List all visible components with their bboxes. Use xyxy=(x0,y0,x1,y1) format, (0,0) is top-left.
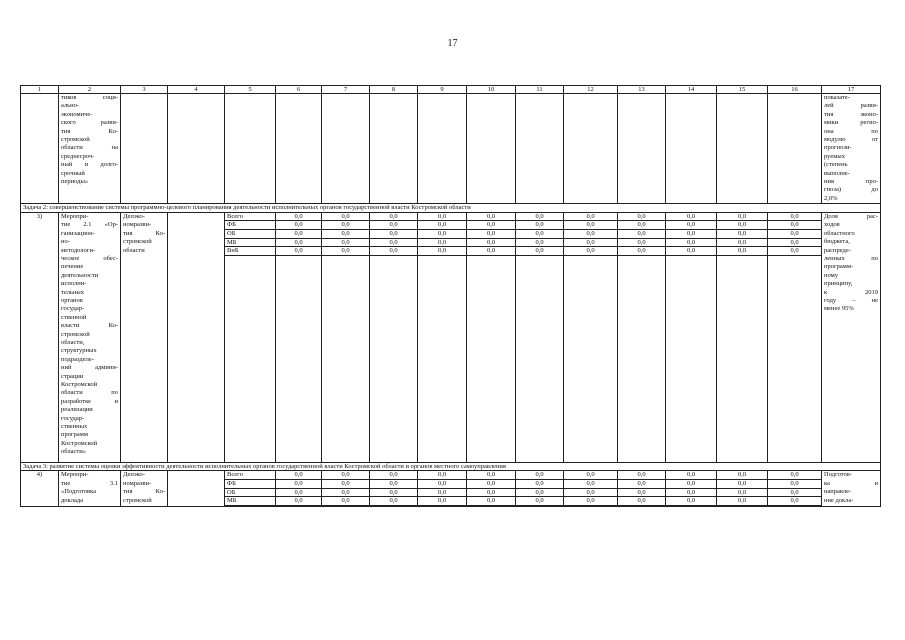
text-line: к 2019 xyxy=(824,288,878,296)
executor-cell xyxy=(121,471,168,506)
value-cell: 0,0 xyxy=(768,238,822,247)
text-line: прогнози- xyxy=(824,144,852,152)
value-cell: 0,0 xyxy=(618,230,666,239)
funding-source-cell: ОБ xyxy=(225,488,276,497)
empty-cell xyxy=(322,255,370,462)
value-cell: 0,0 xyxy=(717,247,768,256)
text-line: Депэко- xyxy=(123,212,145,220)
empty-cell xyxy=(666,505,717,506)
value-cell: 0,0 xyxy=(666,488,717,497)
value-cell: 0,0 xyxy=(418,480,467,489)
value-cell: 0,0 xyxy=(618,480,666,489)
value-cell: 0,0 xyxy=(768,212,822,221)
column-header-cell: 7 xyxy=(322,86,370,94)
value-cell: 0,0 xyxy=(618,471,666,480)
value-cell: 0,0 xyxy=(370,212,418,221)
funding-source-cell: ФБ xyxy=(225,221,276,230)
text-line: ния про- xyxy=(824,178,878,186)
text-line: области, xyxy=(61,338,85,346)
column-header-cell: 1 xyxy=(21,86,59,94)
column-header-cell: 13 xyxy=(618,86,666,94)
text-line: ганизацион- xyxy=(61,229,95,237)
text-line: номразви- xyxy=(123,221,152,229)
value-cell: 0,0 xyxy=(666,497,717,506)
column-header-cell: 8 xyxy=(370,86,418,94)
value-cell: 0,0 xyxy=(516,247,564,256)
value-cell: 0,0 xyxy=(322,238,370,247)
value-cell: 0,0 xyxy=(276,212,322,221)
value-cell: 0,0 xyxy=(516,488,564,497)
text-line: среднесроч- xyxy=(61,152,95,160)
task-3-heading: Задача 3: развитие системы оценки эффективности деятельности исполнительных органов государственной власти Костромской области и органов местного самоуправления xyxy=(21,462,881,471)
text-line: тия Ко- xyxy=(61,127,118,135)
column-header-cell: 2 xyxy=(59,86,121,94)
header-row xyxy=(21,86,881,94)
text-line: ходов xyxy=(824,221,840,229)
value-cell: 0,0 xyxy=(418,247,467,256)
text-line: экономиче- xyxy=(61,110,93,118)
value-cell: 0,0 xyxy=(717,497,768,506)
column-header-cell: 16 xyxy=(768,86,822,94)
value-cell: 0,0 xyxy=(768,497,822,506)
row-number-cell: 3) xyxy=(21,212,59,462)
empty-cell xyxy=(276,255,322,462)
task-row xyxy=(21,204,881,213)
text-line: она по xyxy=(824,127,878,135)
value-cell: 0,0 xyxy=(322,471,370,480)
column-header-cell: 17 xyxy=(822,86,881,94)
text-line: реализации xyxy=(61,406,93,414)
value-cell: 0,0 xyxy=(467,212,516,221)
value-cell: 0,0 xyxy=(717,221,768,230)
text-line: ному xyxy=(824,271,838,279)
value-cell: 0,0 xyxy=(717,212,768,221)
column-header-cell: 5 xyxy=(225,86,276,94)
empty-cell xyxy=(168,212,225,462)
value-cell: 0,0 xyxy=(768,221,822,230)
text-line: направле- xyxy=(824,488,852,496)
value-cell: 0,0 xyxy=(666,471,717,480)
text-line: тия эконо- xyxy=(824,110,878,118)
text-line: печение xyxy=(61,263,84,271)
text-line: модулю от xyxy=(824,136,878,144)
column-header-cell: 14 xyxy=(666,86,717,94)
empty-cell xyxy=(717,255,768,462)
measure-name-cell xyxy=(59,212,121,462)
text-line: деятельности xyxy=(61,271,99,279)
value-cell: 0,0 xyxy=(768,488,822,497)
column-header-cell: 10 xyxy=(467,86,516,94)
value-cell: 0,0 xyxy=(322,247,370,256)
text-line: номразви- xyxy=(123,479,152,487)
value-cell: 0,0 xyxy=(322,480,370,489)
text-line: структурных xyxy=(61,347,97,355)
funding-source-cell: ФБ xyxy=(225,480,276,489)
text-line: власти Ко- xyxy=(61,322,118,330)
value-cell: 0,0 xyxy=(564,488,618,497)
budget-table xyxy=(20,85,881,507)
value-cell: 0,0 xyxy=(370,480,418,489)
column-header-cell: 6 xyxy=(276,86,322,94)
value-cell: 0,0 xyxy=(516,230,564,239)
text-line: ческое обес- xyxy=(61,254,118,262)
value-cell: 0,0 xyxy=(666,221,717,230)
value-cell: 0,0 xyxy=(516,471,564,480)
value-cell: 0,0 xyxy=(370,488,418,497)
text-line: программ xyxy=(61,431,89,439)
text-line: государ- xyxy=(61,414,85,422)
text-line: руемых xyxy=(824,152,845,160)
text-line: ный и долго- xyxy=(61,161,118,169)
empty-cell xyxy=(322,505,370,506)
funding-source-cell: МБ xyxy=(225,497,276,506)
empty-cell xyxy=(225,505,276,506)
value-cell: 0,0 xyxy=(418,497,467,506)
text-line: ственных xyxy=(61,423,88,431)
empty-cell xyxy=(516,255,564,462)
value-cell: 0,0 xyxy=(322,497,370,506)
value-cell: 0,0 xyxy=(768,247,822,256)
empty-cell xyxy=(418,255,467,462)
column-header-cell: 12 xyxy=(564,86,618,94)
text-line: принципу, xyxy=(824,280,853,288)
text-line: году – не xyxy=(824,296,878,304)
text-line: Костромской xyxy=(61,381,98,388)
value-cell: 0,0 xyxy=(467,238,516,247)
value-cell: 0,0 xyxy=(717,238,768,247)
value-cell: 0,0 xyxy=(564,247,618,256)
cont-col2-cell xyxy=(59,94,121,204)
column-header-cell: 4 xyxy=(168,86,225,94)
text-line: периоды» xyxy=(61,178,89,186)
measure-name-cell xyxy=(59,471,121,506)
value-cell: 0,0 xyxy=(666,480,717,489)
value-cell: 0,0 xyxy=(418,221,467,230)
value-cell: 0,0 xyxy=(768,471,822,480)
value-cell: 0,0 xyxy=(618,221,666,230)
text-line: области» xyxy=(61,448,86,456)
empty-cell xyxy=(768,505,822,506)
value-cell: 0,0 xyxy=(322,488,370,497)
text-line: ка и xyxy=(824,479,878,487)
text-line: ний админи- xyxy=(61,364,118,372)
empty-cell xyxy=(467,505,516,506)
column-header-cell: 9 xyxy=(418,86,467,94)
value-cell: 0,0 xyxy=(717,488,768,497)
text-line: Депэко- xyxy=(123,471,145,479)
source-row xyxy=(21,212,881,221)
text-line: стромской xyxy=(123,496,152,504)
value-cell: 0,0 xyxy=(276,480,322,489)
funding-source-cell: МБ xyxy=(225,238,276,247)
empty-cell xyxy=(225,255,276,462)
text-line: тельных xyxy=(61,288,85,296)
value-cell: 0,0 xyxy=(618,497,666,506)
empty-cell xyxy=(768,255,822,462)
text-line: программ- xyxy=(824,263,854,271)
text-line: срочный xyxy=(61,169,85,177)
text-line: подразделе- xyxy=(61,355,94,363)
value-cell: 0,0 xyxy=(516,497,564,506)
text-line: ние докла- xyxy=(824,496,854,504)
text-line: мики регио- xyxy=(824,119,878,127)
indicator-cell xyxy=(822,471,881,506)
text-line: стромской xyxy=(61,330,90,338)
empty-cell xyxy=(717,505,768,506)
value-cell: 0,0 xyxy=(516,480,564,489)
funding-source-cell: Всего xyxy=(225,212,276,221)
text-line: «Подготовка xyxy=(61,488,97,496)
empty-cell xyxy=(418,505,467,506)
value-cell: 0,0 xyxy=(666,247,717,256)
text-line: Доля рас- xyxy=(824,212,878,220)
value-cell: 0,0 xyxy=(276,471,322,480)
text-line: гноза) до xyxy=(824,186,878,194)
value-cell: 0,0 xyxy=(370,247,418,256)
text-line: стромской xyxy=(61,136,90,144)
value-cell: 0,0 xyxy=(276,221,322,230)
text-line: выполне- xyxy=(824,169,850,177)
empty-cell xyxy=(564,255,618,462)
text-line: (степень xyxy=(824,161,848,169)
value-cell: 0,0 xyxy=(418,238,467,247)
value-cell: 0,0 xyxy=(370,497,418,506)
value-cell: 0,0 xyxy=(467,497,516,506)
value-cell: 0,0 xyxy=(418,488,467,497)
indicator-cell xyxy=(822,212,881,462)
value-cell: 0,0 xyxy=(467,471,516,480)
value-cell: 0,0 xyxy=(467,247,516,256)
empty-cell xyxy=(467,255,516,462)
text-line: стромской xyxy=(123,238,152,246)
value-cell: 0,0 xyxy=(564,480,618,489)
value-cell: 0,0 xyxy=(276,238,322,247)
empty-cell xyxy=(564,505,618,506)
value-cell: 0,0 xyxy=(717,471,768,480)
empty-cell xyxy=(618,255,666,462)
empty-cell xyxy=(168,471,225,506)
empty-cell xyxy=(666,255,717,462)
value-cell: 0,0 xyxy=(467,488,516,497)
value-cell: 0,0 xyxy=(370,471,418,480)
text-line: разработке и xyxy=(61,397,118,405)
value-cell: 0,0 xyxy=(467,480,516,489)
text-line: доклада xyxy=(61,496,84,504)
text-line: тиков соци- xyxy=(61,94,118,101)
text-line: ленных по xyxy=(824,254,878,262)
value-cell: 0,0 xyxy=(276,230,322,239)
value-cell: 0,0 xyxy=(370,221,418,230)
value-cell: 0,0 xyxy=(564,230,618,239)
table-row xyxy=(21,94,881,204)
text-line: Подготов- xyxy=(824,471,852,479)
page-number: 17 xyxy=(447,38,458,49)
value-cell: 0,0 xyxy=(516,221,564,230)
value-cell: 0,0 xyxy=(467,230,516,239)
text-line: органов xyxy=(61,296,83,304)
value-cell: 0,0 xyxy=(322,212,370,221)
text-line: лей разви- xyxy=(824,102,878,110)
text-line: тие 3.1 xyxy=(61,479,118,487)
text-line: распреде- xyxy=(824,246,851,254)
source-row xyxy=(21,471,881,480)
value-cell: 0,0 xyxy=(666,230,717,239)
text-line: тия Ко- xyxy=(123,488,165,496)
text-line: ственной xyxy=(61,313,87,321)
value-cell: 0,0 xyxy=(564,212,618,221)
task-2-heading: Задача 2: совершенствование системы программно-целевого планирования деятельности исполнительных органов государственной власти Костромской области xyxy=(21,204,881,213)
empty-cell xyxy=(276,505,322,506)
text-line: государ- xyxy=(61,305,85,313)
value-cell: 0,0 xyxy=(717,480,768,489)
value-cell: 0,0 xyxy=(768,480,822,489)
value-cell: 0,0 xyxy=(564,238,618,247)
text-line: Костромской xyxy=(61,439,98,447)
value-cell: 0,0 xyxy=(666,212,717,221)
value-cell: 0,0 xyxy=(467,221,516,230)
text-line: Меропри- xyxy=(61,212,89,220)
cont-col17-cell xyxy=(822,94,881,204)
empty-cell xyxy=(370,505,418,506)
value-cell: 0,0 xyxy=(666,238,717,247)
value-cell: 0,0 xyxy=(618,247,666,256)
value-cell: 0,0 xyxy=(276,247,322,256)
value-cell: 0,0 xyxy=(370,238,418,247)
value-cell: 0,0 xyxy=(516,212,564,221)
value-cell: 0,0 xyxy=(564,497,618,506)
executor-cell xyxy=(121,212,168,462)
text-line: Меропри- xyxy=(61,471,89,479)
text-line: области на xyxy=(61,144,118,152)
text-line: но- xyxy=(61,238,70,246)
text-line: 2,0% xyxy=(824,194,838,202)
column-header-cell: 3 xyxy=(121,86,168,94)
column-header-cell: 15 xyxy=(717,86,768,94)
empty-cell xyxy=(516,505,564,506)
text-line: менее 95% xyxy=(824,305,854,313)
text-line: области xyxy=(123,246,145,254)
value-cell: 0,0 xyxy=(618,212,666,221)
text-line: исполни- xyxy=(61,280,87,288)
funding-source-cell: ОБ xyxy=(225,230,276,239)
value-cell: 0,0 xyxy=(516,238,564,247)
row-number-cell: 4) xyxy=(21,471,59,506)
text-line: ского разви- xyxy=(61,119,118,127)
value-cell: 0,0 xyxy=(418,230,467,239)
value-cell: 0,0 xyxy=(618,238,666,247)
text-line: тия Ко- xyxy=(123,229,165,237)
value-cell: 0,0 xyxy=(418,471,467,480)
text-line: бюджета, xyxy=(824,238,850,246)
funding-source-cell: Всего xyxy=(225,471,276,480)
empty-cell xyxy=(618,505,666,506)
value-cell: 0,0 xyxy=(564,221,618,230)
text-line: ально- xyxy=(61,102,80,110)
value-cell: 0,0 xyxy=(717,230,768,239)
text-line: области по xyxy=(61,389,118,397)
value-cell: 0,0 xyxy=(276,497,322,506)
text-line: тие 2.1 «Ор- xyxy=(61,221,118,229)
value-cell: 0,0 xyxy=(322,230,370,239)
value-cell: 0,0 xyxy=(276,488,322,497)
task-row xyxy=(21,462,881,471)
value-cell: 0,0 xyxy=(618,488,666,497)
value-cell: 0,0 xyxy=(768,230,822,239)
value-cell: 0,0 xyxy=(564,471,618,480)
text-line: показате- xyxy=(824,94,850,101)
empty-cell xyxy=(370,255,418,462)
text-line: областного xyxy=(824,229,855,237)
funding-source-cell: ВнБ xyxy=(225,247,276,256)
text-line: методологи- xyxy=(61,246,96,254)
value-cell: 0,0 xyxy=(370,230,418,239)
column-header-cell: 11 xyxy=(516,86,564,94)
text-line: страции xyxy=(61,372,84,380)
value-cell: 0,0 xyxy=(322,221,370,230)
value-cell: 0,0 xyxy=(418,212,467,221)
